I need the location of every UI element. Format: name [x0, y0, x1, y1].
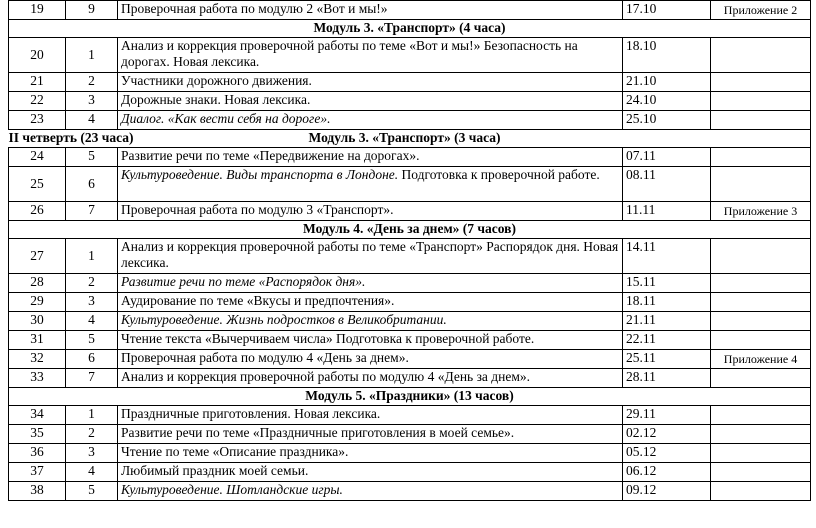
appendix-ref: [711, 274, 811, 293]
lesson-number: 37: [9, 463, 66, 482]
lesson-topic: [118, 463, 623, 482]
appendix-ref: Приложение 3: [711, 202, 811, 221]
lesson-number: 25: [9, 167, 66, 202]
module-lesson-number: 7: [66, 202, 118, 221]
lesson-date: 28.11: [623, 369, 711, 388]
table-row: [9, 38, 811, 73]
module-lesson-number: 1: [66, 239, 118, 274]
appendix-ref: [711, 148, 811, 167]
topic-text: Аудирование по теме «Вкусы и предпочтения».: [121, 293, 395, 308]
appendix-ref: [711, 463, 811, 482]
module-lesson-number: 7: [66, 369, 118, 388]
appendix-ref: Приложение 2: [711, 1, 811, 20]
lesson-date: 11.11: [623, 202, 711, 221]
appendix-ref: [711, 73, 811, 92]
lesson-number: 27: [9, 239, 66, 274]
lesson-number: 23: [9, 111, 66, 130]
appendix-ref: [711, 312, 811, 331]
appendix-ref: Приложение 4: [711, 350, 811, 369]
lesson-date: 24.10: [623, 92, 711, 111]
table-row: [9, 239, 811, 274]
table-row: [9, 130, 811, 148]
table-row: [9, 369, 811, 388]
topic-text: Проверочная работа по модулю 3 «Транспорт».: [121, 202, 394, 217]
lesson-date: 29.11: [623, 406, 711, 425]
lesson-number: 29: [9, 293, 66, 312]
lesson-topic: [118, 73, 623, 92]
table-row: [9, 350, 811, 369]
topic-text: Развитие речи по теме «Передвижение на дорогах».: [121, 148, 420, 163]
lesson-date: 15.11: [623, 274, 711, 293]
table-row: [9, 202, 811, 221]
lesson-number: 24: [9, 148, 66, 167]
lesson-topic: [118, 293, 623, 312]
table-row: [9, 167, 811, 202]
lesson-topic: [118, 444, 623, 463]
topic-text: Участники дорожного движения.: [121, 73, 312, 88]
appendix-ref: [711, 92, 811, 111]
lesson-number: 26: [9, 202, 66, 221]
lesson-topic: [118, 425, 623, 444]
table-row: [9, 274, 811, 293]
module-lesson-number: 5: [66, 148, 118, 167]
module-lesson-number: 2: [66, 73, 118, 92]
table-row: [9, 388, 811, 406]
module-lesson-number: 3: [66, 92, 118, 111]
table-row: [9, 221, 811, 239]
topic-text: Праздничные приготовления. Новая лексика.: [121, 406, 381, 421]
lesson-date: 07.11: [623, 148, 711, 167]
topic-text: Проверочная работа по модулю 4 «День за днем».: [121, 350, 409, 365]
topic-text: Подготовка к проверочной работе.: [398, 167, 600, 182]
lesson-date: 02.12: [623, 425, 711, 444]
quarter-heading: [9, 130, 811, 148]
module-lesson-number: 2: [66, 425, 118, 444]
topic-text: Культуроведение. Виды транспорта в Лондоне.: [121, 167, 399, 182]
lesson-date: 14.11: [623, 239, 711, 274]
table-row: [9, 444, 811, 463]
topic-text: Чтение текста «Вычерчиваем числа» Подготовка к проверочной работе.: [121, 331, 535, 346]
lesson-plan-table: [8, 0, 811, 501]
lesson-date: 21.10: [623, 73, 711, 92]
lesson-number: 19: [9, 1, 66, 20]
lesson-number: 22: [9, 92, 66, 111]
lesson-date: 25.10: [623, 111, 711, 130]
appendix-ref: [711, 406, 811, 425]
lesson-number: 38: [9, 482, 66, 501]
topic-text: Анализ и коррекция проверочной работы по модулю 4 «День за днем».: [121, 369, 531, 384]
topic-text: Культуроведение. Шотландские игры.: [121, 482, 343, 497]
lesson-date: 22.11: [623, 331, 711, 350]
lesson-number: 35: [9, 425, 66, 444]
appendix-ref: [711, 482, 811, 501]
lesson-date: 21.11: [623, 312, 711, 331]
lesson-topic: [118, 38, 623, 73]
module-lesson-number: 3: [66, 293, 118, 312]
lesson-date: 08.11: [623, 167, 711, 202]
table-row: [9, 293, 811, 312]
topic-text: Диалог. «Как вести себя на дороге».: [121, 111, 331, 126]
module-lesson-number: 3: [66, 444, 118, 463]
appendix-ref: [711, 239, 811, 274]
lesson-topic: [118, 111, 623, 130]
quarter-label: II четверть (23 часа): [8, 130, 134, 145]
module-heading: Модуль 3. «Транспорт» (3 часа): [308, 130, 501, 145]
lesson-topic: [118, 239, 623, 274]
lesson-date: 09.12: [623, 482, 711, 501]
topic-text: Дорожные знаки. Новая лексика.: [121, 92, 311, 107]
lesson-topic: [118, 331, 623, 350]
topic-text: Чтение по теме «Описание праздника».: [121, 444, 349, 459]
module-lesson-number: 9: [66, 1, 118, 20]
lesson-number: 28: [9, 274, 66, 293]
table-row: [9, 148, 811, 167]
lesson-topic: [118, 1, 623, 20]
lesson-number: 33: [9, 369, 66, 388]
module-lesson-number: 1: [66, 38, 118, 73]
lesson-number: 30: [9, 312, 66, 331]
lesson-topic: [118, 167, 623, 202]
table-row: [9, 111, 811, 130]
module-lesson-number: 6: [66, 167, 118, 202]
lesson-date: 18.11: [623, 293, 711, 312]
module-lesson-number: 5: [66, 482, 118, 501]
lesson-number: 36: [9, 444, 66, 463]
lesson-topic: [118, 274, 623, 293]
topic-text: Любимый праздник моей семьи.: [121, 463, 309, 478]
table-row: [9, 463, 811, 482]
module-lesson-number: 5: [66, 331, 118, 350]
lesson-topic: [118, 148, 623, 167]
topic-text: Развитие речи по теме «Праздничные приготовления в моей семье».: [121, 425, 515, 440]
appendix-ref: [711, 38, 811, 73]
lesson-topic: [118, 350, 623, 369]
lesson-date: 05.12: [623, 444, 711, 463]
lesson-number: 32: [9, 350, 66, 369]
module-lesson-number: 4: [66, 312, 118, 331]
module-lesson-number: 6: [66, 350, 118, 369]
table-row: [9, 331, 811, 350]
appendix-ref: [711, 425, 811, 444]
lesson-topic: [118, 369, 623, 388]
table-row: [9, 20, 811, 38]
lesson-topic: [118, 482, 623, 501]
lesson-number: 21: [9, 73, 66, 92]
lesson-topic: [118, 406, 623, 425]
appendix-ref: [711, 331, 811, 350]
module-lesson-number: 4: [66, 463, 118, 482]
topic-text: Анализ и коррекция проверочной работы по теме «Вот и мы!» Безопасность на дорогах. Новая лексика.: [121, 38, 578, 69]
topic-text: Культуроведение. Жизнь подростков в Великобритании.: [121, 312, 447, 327]
lesson-topic: [118, 202, 623, 221]
lesson-date: 25.11: [623, 350, 711, 369]
appendix-ref: [711, 444, 811, 463]
table-row: [9, 312, 811, 331]
table-row: [9, 73, 811, 92]
module-lesson-number: 1: [66, 406, 118, 425]
lesson-number: 31: [9, 331, 66, 350]
module-lesson-number: 4: [66, 111, 118, 130]
appendix-ref: [711, 111, 811, 130]
lesson-topic: [118, 92, 623, 111]
lesson-date: 06.12: [623, 463, 711, 482]
table-row: [9, 406, 811, 425]
module-lesson-number: 2: [66, 274, 118, 293]
module-heading: Модуль 5. «Праздники» (13 часов): [9, 388, 811, 406]
appendix-ref: [711, 293, 811, 312]
table-row: [9, 425, 811, 444]
lesson-date: 18.10: [623, 38, 711, 73]
appendix-ref: [711, 369, 811, 388]
topic-text: Развитие речи по теме «Распорядок дня».: [121, 274, 366, 289]
module-heading: Модуль 4. «День за днем» (7 часов): [9, 221, 811, 239]
lesson-topic: [118, 312, 623, 331]
lesson-date: 17.10: [623, 1, 711, 20]
topic-text: Анализ и коррекция проверочной работы по теме «Транспорт» Распорядок дня. Новая лексика.: [121, 239, 619, 270]
table-row: [9, 92, 811, 111]
topic-text: Проверочная работа по модулю 2 «Вот и мы!»: [121, 1, 388, 16]
appendix-ref: [711, 167, 811, 202]
lesson-number: 20: [9, 38, 66, 73]
lesson-number: 34: [9, 406, 66, 425]
table-row: [9, 482, 811, 501]
table-row: [9, 1, 811, 20]
module-heading: Модуль 3. «Транспорт» (4 часа): [9, 20, 811, 38]
